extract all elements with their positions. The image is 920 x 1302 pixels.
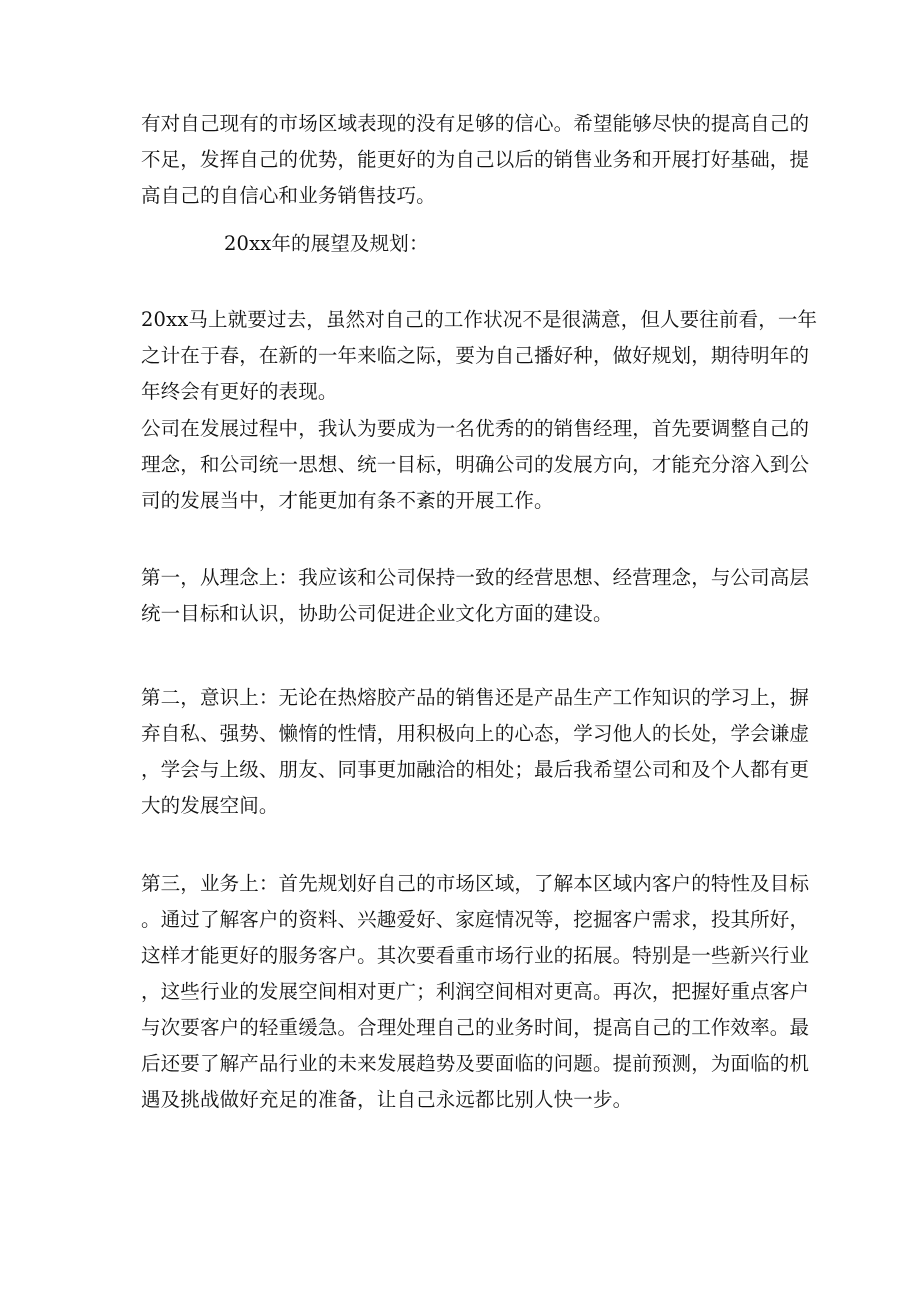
text-line: 第二，意识上：无论在热熔胶产品的销售还是产品生产工作知识的学习上，摒 <box>141 686 810 709</box>
text-line: 这样才能更好的服务客户。其次要看重市场行业的拓展。特别是一些新兴行业 <box>141 944 810 967</box>
text-line: 司的发展当中，才能更加有条不紊的开展工作。 <box>141 489 554 512</box>
text-line: 大的发展空间。 <box>141 794 279 817</box>
text-line: 有对自己现有的市场区域表现的没有足够的信心。希望能够尽快的提高自己的 <box>141 112 810 135</box>
text-line: 与次要客户的轻重缓急。合理处理自己的业务时间，提高自己的工作效率。最 <box>141 1016 810 1039</box>
text-line: 第三，业务上：首先规划好自己的市场区域，了解本区域内客户的特性及目标 <box>141 872 810 895</box>
text-line: 后还要了解产品行业的未来发展趋势及要面临的问题。提前预测，为面临的机 <box>141 1052 810 1075</box>
text-line: 不足，发挥自己的优势，能更好的为自己以后的销售业务和开展打好基础，提 <box>141 148 810 171</box>
text-line: 20xx马上就要过去，虽然对自己的工作状况不是很满意，但人要往前看，一年 <box>141 308 818 331</box>
text-line: 统一目标和认识，协助公司促进企业文化方面的建设。 <box>141 602 613 625</box>
text-line: 高自己的自信心和业务销售技巧。 <box>141 184 436 207</box>
text-line: 公司在发展过程中，我认为要成为一名优秀的的销售经理，首先要调整自己的 <box>141 417 810 440</box>
text-line: 年终会有更好的表现。 <box>141 380 338 403</box>
text-line: 弃自私、强势、懒惰的性情，用积极向上的心态，学习他人的长处，学会谦虚 <box>141 722 810 745</box>
text-line: ，学会与上级、朋友、同事更加融洽的相处；最后我希望公司和及个人都有更 <box>141 758 810 781</box>
text-line: 遇及挑战做好充足的准备，让自己永远都比别人快一步。 <box>141 1088 633 1111</box>
text-line: ，这些行业的发展空间相对更广；利润空间相对更高。再次，把握好重点客户 <box>141 980 810 1003</box>
section-heading: 20xx年的展望及规划： <box>224 232 429 255</box>
text-line: 。通过了解客户的资料、兴趣爱好、家庭情况等，挖掘客户需求，投其所好， <box>141 908 810 931</box>
text-line: 第一，从理念上：我应该和公司保持一致的经营思想、经营理念，与公司高层 <box>141 566 810 589</box>
text-line: 理念，和公司统一思想、统一目标，明确公司的发展方向，才能充分溶入到公 <box>141 453 810 476</box>
text-line: 之计在于春，在新的一年来临之际，要为自己播好种，做好规划，期待明年的 <box>141 344 810 367</box>
